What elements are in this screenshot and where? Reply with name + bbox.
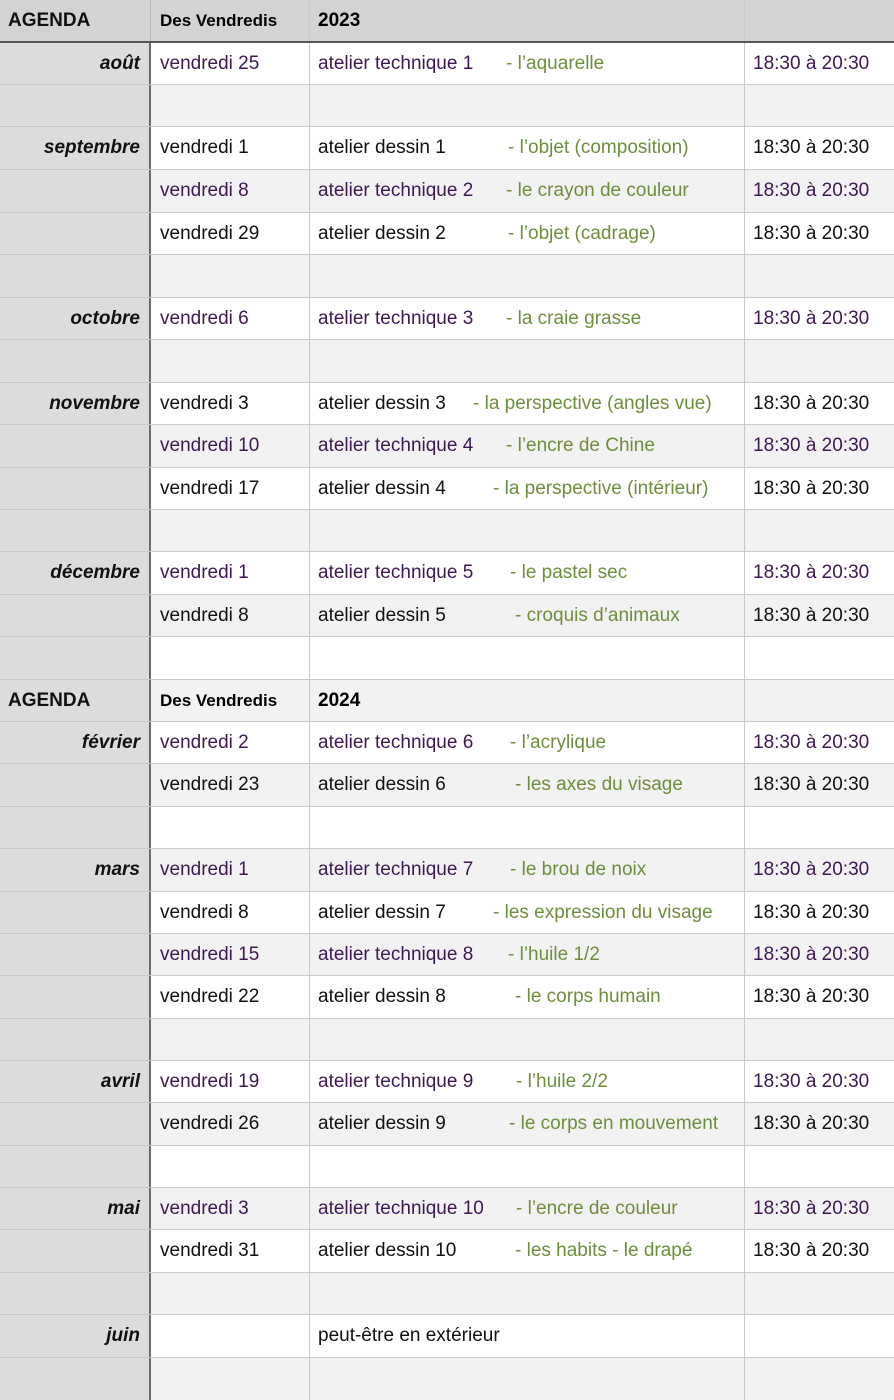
time-cell[interactable]: 18:30 à 20:30 xyxy=(745,170,894,212)
date-cell[interactable]: vendredi 3 xyxy=(151,1188,310,1229)
time-cell[interactable]: 18:30 à 20:30 xyxy=(753,901,870,923)
workshop-topic: - l’huile 2/2 xyxy=(516,1070,608,1092)
month-label xyxy=(0,425,151,467)
workshop-cell[interactable] xyxy=(310,849,745,891)
workshop-topic: - l’huile 1/2 xyxy=(508,943,600,965)
workshop-topic: - l’encre de Chine xyxy=(506,435,655,456)
empty-row[interactable] xyxy=(0,1146,894,1188)
date-cell[interactable]: vendredi 3 xyxy=(151,383,310,424)
workshop-name: atelier dessin 8 xyxy=(318,986,446,1007)
time-cell[interactable]: 18:30 à 20:30 xyxy=(745,934,894,975)
header-subtitle: Des Vendredis xyxy=(151,680,310,721)
workshop-topic: - le corps en mouvement xyxy=(509,1113,719,1134)
month-label: février xyxy=(0,722,151,763)
header-empty-cell xyxy=(745,680,894,721)
header-agenda-label: AGENDA xyxy=(0,0,151,41)
workshop-cell[interactable] xyxy=(310,1061,745,1102)
workshop-cell[interactable] xyxy=(310,383,745,424)
date-cell[interactable]: vendredi 22 xyxy=(151,976,310,1018)
date-cell[interactable]: vendredi 8 xyxy=(151,892,310,933)
table-row[interactable] xyxy=(0,298,894,340)
workshop-cell[interactable] xyxy=(310,425,745,467)
workshop-cell[interactable] xyxy=(310,892,745,933)
table-row[interactable] xyxy=(0,127,894,170)
workshop-cell[interactable] xyxy=(310,1188,745,1229)
date-cell[interactable]: vendredi 10 xyxy=(151,425,310,467)
workshop-name: atelier technique 1 xyxy=(318,52,474,74)
workshop-topic: - l’objet (composition) xyxy=(508,137,689,158)
month-label: août xyxy=(0,43,151,84)
workshop-name: atelier dessin 10 xyxy=(318,1240,457,1261)
month-label xyxy=(0,213,151,254)
date-cell[interactable]: vendredi 8 xyxy=(151,170,310,212)
workshop-name: atelier technique 2 xyxy=(318,180,474,201)
time-cell[interactable] xyxy=(745,1315,894,1357)
table-row[interactable] xyxy=(0,595,894,637)
workshop-topic: - la perspective (angles vue) xyxy=(473,392,712,414)
month-label: octobre xyxy=(0,298,151,339)
workshop-name: atelier dessin 1 xyxy=(318,137,446,158)
month-label: novembre xyxy=(0,383,151,424)
header-empty-cell xyxy=(745,0,894,41)
workshop-cell[interactable] xyxy=(310,1315,745,1357)
workshop-cell[interactable] xyxy=(310,1103,745,1145)
date-cell[interactable]: vendredi 15 xyxy=(151,934,310,975)
empty-row[interactable] xyxy=(0,85,894,127)
month-label xyxy=(0,468,151,509)
table-row[interactable] xyxy=(0,764,894,807)
month-label: avril xyxy=(0,1061,151,1102)
month-label xyxy=(0,595,151,636)
workshop-cell[interactable] xyxy=(310,468,745,509)
workshop-topic: - l’acrylique xyxy=(510,731,607,753)
workshop-topic: - la perspective (intérieur) xyxy=(493,477,709,499)
date-cell[interactable]: vendredi 29 xyxy=(151,213,310,254)
workshop-name: atelier technique 9 xyxy=(318,1070,474,1092)
workshop-name: atelier technique 10 xyxy=(318,1197,484,1219)
date-cell[interactable]: vendredi 6 xyxy=(151,298,310,339)
month-label: septembre xyxy=(0,127,151,169)
time-cell[interactable]: 18:30 à 20:30 xyxy=(745,425,894,467)
workshop-topic: - l’objet (cadrage) xyxy=(508,222,656,244)
table-row[interactable] xyxy=(0,1061,894,1103)
header-year: 2023 xyxy=(310,0,745,41)
workshop-cell[interactable] xyxy=(310,170,745,212)
time-cell[interactable]: 18:30 à 20:30 xyxy=(753,477,870,499)
table-row[interactable] xyxy=(0,1230,894,1273)
month-label xyxy=(0,976,151,1018)
time-cell[interactable]: 18:30 à 20:30 xyxy=(753,307,870,329)
empty-row[interactable] xyxy=(0,255,894,298)
month-label: mars xyxy=(0,849,151,891)
workshop-cell[interactable] xyxy=(310,764,745,806)
workshop-name: atelier technique 8 xyxy=(318,943,474,965)
table-row[interactable] xyxy=(0,892,894,934)
date-cell[interactable]: vendredi 23 xyxy=(151,764,310,806)
workshop-name: atelier dessin 5 xyxy=(318,604,446,626)
month-label xyxy=(0,892,151,933)
table-row[interactable] xyxy=(0,722,894,764)
workshop-name: atelier dessin 3 xyxy=(318,392,446,414)
workshop-cell[interactable] xyxy=(310,976,745,1018)
time-cell[interactable]: 18:30 à 20:30 xyxy=(753,731,870,753)
workshop-topic: - le crayon de couleur xyxy=(506,180,689,201)
header-agenda-label: AGENDA xyxy=(0,680,151,721)
time-cell[interactable]: 18:30 à 20:30 xyxy=(753,392,870,414)
date-cell[interactable] xyxy=(151,1315,310,1357)
empty-row[interactable] xyxy=(0,807,894,849)
table-row[interactable] xyxy=(0,425,894,468)
workshop-topic: - la craie grasse xyxy=(506,307,642,329)
time-cell[interactable]: 18:30 à 20:30 xyxy=(745,764,894,806)
time-cell[interactable]: 18:30 à 20:30 xyxy=(753,222,870,244)
workshop-cell[interactable] xyxy=(310,722,745,763)
empty-row[interactable] xyxy=(0,340,894,383)
month-label xyxy=(0,170,151,212)
date-cell[interactable]: vendredi 2 xyxy=(151,722,310,763)
month-label: juin xyxy=(0,1315,151,1357)
date-cell[interactable]: vendredi 19 xyxy=(151,1061,310,1102)
table-row[interactable] xyxy=(0,468,894,510)
empty-row[interactable] xyxy=(0,1273,894,1315)
workshop-name: atelier dessin 4 xyxy=(318,477,446,499)
workshop-cell[interactable] xyxy=(310,213,745,254)
month-label xyxy=(0,764,151,806)
table-row[interactable] xyxy=(0,976,894,1019)
workshop-name: atelier dessin 7 xyxy=(318,901,446,923)
time-cell[interactable]: 18:30 à 20:30 xyxy=(745,1188,894,1229)
date-cell[interactable]: vendredi 1 xyxy=(151,127,310,169)
time-cell[interactable]: 18:30 à 20:30 xyxy=(745,849,894,891)
empty-row[interactable] xyxy=(0,1358,894,1400)
table-row[interactable] xyxy=(0,552,894,595)
workshop-topic: - l’aquarelle xyxy=(506,52,605,74)
workshop-topic: - croquis d’animaux xyxy=(515,604,680,626)
empty-row[interactable] xyxy=(0,1019,894,1061)
workshop-name: atelier dessin 2 xyxy=(318,222,446,244)
table-row[interactable] xyxy=(0,1103,894,1146)
workshop-name: atelier technique 4 xyxy=(318,435,474,456)
table-row[interactable] xyxy=(0,383,894,425)
workshop-cell[interactable] xyxy=(310,298,745,339)
date-cell[interactable]: vendredi 8 xyxy=(151,595,310,636)
workshop-name: atelier dessin 9 xyxy=(318,1113,446,1134)
workshop-topic: - le corps humain xyxy=(515,986,661,1007)
date-cell[interactable]: vendredi 17 xyxy=(151,468,310,509)
workshop-name: atelier technique 6 xyxy=(318,731,474,753)
empty-row[interactable] xyxy=(0,637,894,680)
workshop-cell[interactable] xyxy=(310,1230,745,1272)
time-cell[interactable]: 18:30 à 20:30 xyxy=(753,137,870,158)
workshop-cell[interactable] xyxy=(310,552,745,594)
date-cell[interactable]: vendredi 1 xyxy=(151,849,310,891)
time-cell[interactable]: 18:30 à 20:30 xyxy=(753,986,870,1007)
workshop-topic: - les axes du visage xyxy=(515,774,683,795)
table-row[interactable] xyxy=(0,1315,894,1358)
workshop-topic: - le pastel sec xyxy=(510,562,628,583)
time-cell[interactable]: 18:30 à 20:30 xyxy=(753,1070,870,1092)
time-cell[interactable]: 18:30 à 20:30 xyxy=(753,562,870,583)
time-cell[interactable]: 18:30 à 20:30 xyxy=(745,1103,894,1145)
workshop-topic: - l’encre de couleur xyxy=(516,1197,678,1219)
month-label xyxy=(0,934,151,975)
date-cell[interactable]: vendredi 25 xyxy=(151,43,310,84)
table-row[interactable] xyxy=(0,43,894,85)
time-cell[interactable]: 18:30 à 20:30 xyxy=(753,1240,870,1261)
workshop-name: atelier technique 5 xyxy=(318,562,474,583)
workshop-topic: - les habits - le drapé xyxy=(515,1240,693,1261)
workshop-name: peut-être en extérieur xyxy=(318,1325,500,1346)
table-row[interactable] xyxy=(0,213,894,255)
workshop-name: atelier technique 3 xyxy=(318,307,474,329)
empty-row[interactable] xyxy=(0,510,894,552)
workshop-cell[interactable] xyxy=(310,934,745,975)
table-row[interactable] xyxy=(0,170,894,213)
date-cell[interactable]: vendredi 26 xyxy=(151,1103,310,1145)
month-label: décembre xyxy=(0,552,151,594)
workshop-topic: - les expression du visage xyxy=(493,901,713,923)
header-subtitle: Des Vendredis xyxy=(151,0,310,41)
month-label: mai xyxy=(0,1188,151,1229)
header-year: 2024 xyxy=(310,680,745,721)
workshop-name: atelier dessin 6 xyxy=(318,774,446,795)
time-cell[interactable]: 18:30 à 20:30 xyxy=(753,52,870,74)
workshop-name: atelier technique 7 xyxy=(318,859,474,880)
header-row-2024 xyxy=(0,680,894,722)
header-row-2023 xyxy=(0,0,894,43)
table-row[interactable] xyxy=(0,1188,894,1230)
table-row[interactable] xyxy=(0,934,894,976)
date-cell[interactable]: vendredi 31 xyxy=(151,1230,310,1272)
workshop-cell[interactable] xyxy=(310,127,745,169)
date-cell[interactable]: vendredi 1 xyxy=(151,552,310,594)
time-cell[interactable]: 18:30 à 20:30 xyxy=(745,595,894,636)
workshop-cell[interactable] xyxy=(310,595,745,636)
workshop-topic: - le brou de noix xyxy=(510,859,647,880)
month-label xyxy=(0,1230,151,1272)
table-row[interactable] xyxy=(0,849,894,892)
workshop-cell[interactable] xyxy=(310,43,745,84)
month-label xyxy=(0,1103,151,1145)
